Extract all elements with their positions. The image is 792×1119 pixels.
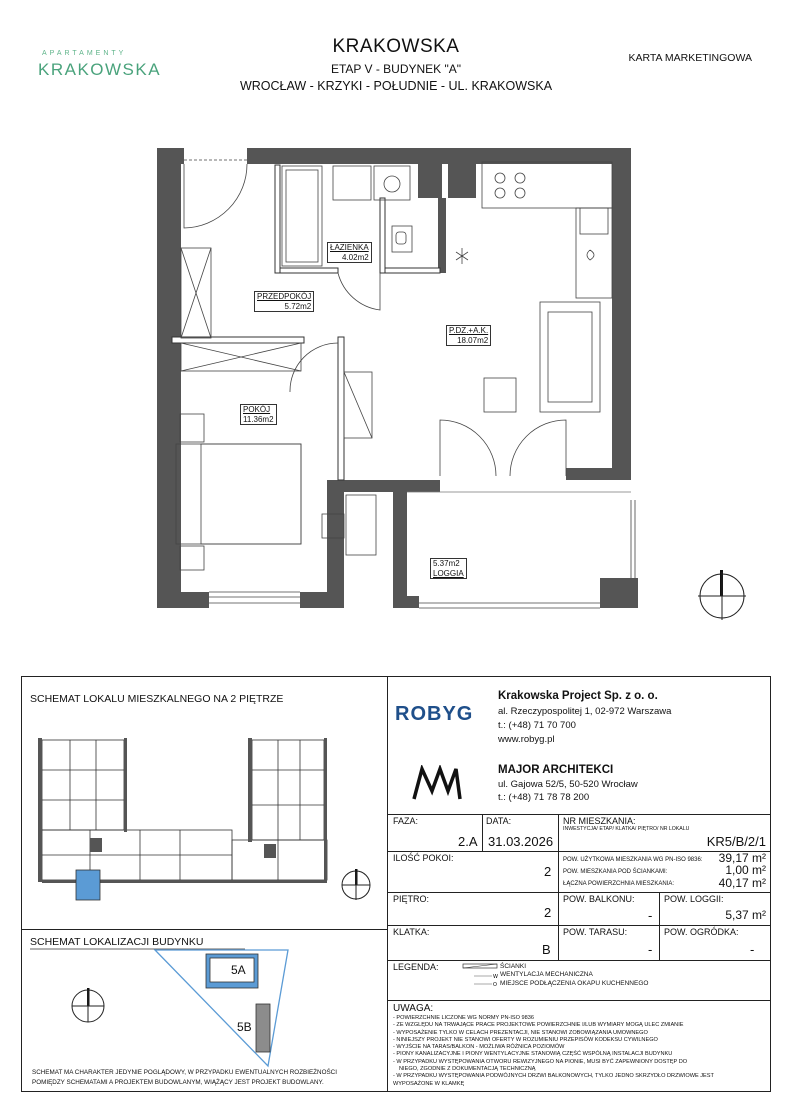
developer-web[interactable]: www.robyg.pl — [498, 734, 555, 745]
location-schema-diagram — [30, 948, 380, 1070]
apartment-highlight — [76, 870, 100, 900]
location-schema-title: SCHEMAT LOKALIZACJI BUDYNKU — [30, 936, 204, 948]
card-label: KARTA MARKETINGOWA — [628, 52, 752, 64]
nr-value: KR5/B/2/1 — [706, 834, 766, 849]
svg-text:W: W — [493, 974, 498, 980]
room-label-room: POKÓJ 11.36m2 — [240, 404, 277, 425]
architect-address: ul. Gajowa 52/5, 50-520 Wrocław — [498, 779, 638, 790]
pow-sciany-label: POW. MIESZKANIA POD ŚCIANKAMI: — [563, 869, 668, 875]
floor-schema-diagram — [30, 730, 380, 910]
logo-tagline: APARTAMENTY — [42, 50, 127, 57]
architect-phone: t.: (+48) 71 78 78 200 — [498, 792, 590, 803]
location-north-arrow-icon — [72, 988, 104, 1022]
building-label-5b: 5B — [237, 1020, 252, 1034]
legend-items: ŚCIANKI WENTYLACJA MECHANICZNA MIEJSCE PODŁĄCZENIA OKAPU KUCHENNEGO — [500, 963, 649, 987]
major-architekci-logo-icon — [412, 765, 462, 801]
notes-list: - POWIERZCHNIE LICZONE WG NORMY PN-ISO 9836 - ZE WZGLĘDU NA TRWAJĄCE PRACE PROJEKTOWE POWIERZCHNIE I/LUB WYMIARY MOGĄ ULEC ZMIANIE - WYPOSAŻENIE TYLKO W CELACH PREZENTACJI, NIE STANOWI ZOBOWIĄZANIA UMOWNEGO - NINIEJSZY PROJEKT NIE STANOWI OFERTY W ROZUMIENIU PRZEPISÓW KODEKSU CYWILNEGO - WYJŚCIE NA TARAS/BALKON - MOŻLIWA RÓŻNICA POZIOMÓW - PIONY KANALIZACYJNE I PIONY WENTYLACYJNE STANOWIĄ CZĘŚĆ WSPÓLNĄ INSTALACJI BUDYNKU - W PRZYPADKU WYSTĘPOWANIA OTWORU REWIZYJNEGO NA PIONIE, MUSI BYĆ ZAPEWNIONY DOSTĘP DO NIEGO, ZGODNIE Z DOKUMENTACJĄ TECHNICZNĄ - W PRZYPADKU WYSTĘPOWANIA PODWÓJNYCH DRZWI BALKONOWYCH, TYLKO JEDNO SKRZYDŁO DRZWIOWE JEST WYPOSAŻONE W KLAMKĘ — [393, 1015, 714, 1087]
pietro-value: 2 — [544, 905, 552, 920]
faza-value: 2.A — [458, 834, 478, 849]
logo-krakowska: KRAKOWSKA — [38, 60, 162, 79]
room-label-hallway: PRZEDPOKÓJ 5.72m2 — [254, 291, 314, 312]
room-label-bathroom: ŁAZIENKA 4.02m2 — [327, 242, 372, 263]
ogrodek-value: - — [750, 942, 755, 957]
klatka-label: KLATKA: — [393, 927, 430, 937]
page-subtitle-stage: ETAP V - BUDYNEK "A" — [330, 62, 462, 76]
loggia-label: POW. LOGGII: — [664, 894, 724, 904]
pow-uzyt-value: 39,17 m² — [718, 851, 766, 865]
pokoje-value: 2 — [544, 864, 552, 879]
room-label-living: P.DZ.+A.K. 18.07m2 — [446, 325, 491, 346]
balkon-label: POW. BALKONU: — [563, 894, 635, 904]
balkon-value: - — [648, 908, 653, 923]
developer-address: al. Rzeczypospolitej 1, 02-972 Warszawa — [498, 706, 672, 717]
pow-uzyt-label: POW. UŻYTKOWA MIESZKANIA WG PN-ISO 9836: — [563, 857, 703, 863]
robyg-logo: ROBYG — [395, 703, 474, 725]
floor-schema-title: SCHEMAT LOKALU MIESZKALNEGO NA 2 PIĘTRZE — [30, 693, 284, 705]
pow-laczna-value: 40,17 m² — [718, 876, 766, 890]
room-label-loggia: 5.37m2 LOGGIA — [430, 558, 467, 579]
legend-label: LEGENDA: — [393, 962, 439, 972]
walls — [157, 148, 638, 608]
architect-name: MAJOR ARCHITEKCI — [498, 764, 614, 776]
faza-label: FAZA: — [393, 816, 419, 826]
data-label: DATA: — [486, 816, 512, 826]
nr-label: NR MIESZKANIA: — [563, 816, 636, 826]
data-value: 31.03.2026 — [488, 834, 554, 849]
nr-sublabel: INWESTYCJA/ ETAP/ KLATKA/ PIĘTRO/ NR LOKALU — [563, 826, 690, 832]
taras-label: POW. TARASU: — [563, 927, 628, 937]
legend-symbols — [462, 962, 500, 992]
schema-note: SCHEMAT MA CHARAKTER JEDYNIE POGLĄDOWY, W PRZYPADKU EWENTUALNYCH ROZBIEŻNOŚCI POMIĘDZY SCHEMATAMI A PROJEKTEM BUDOWLANYM, WIĄŻĄCY JEST PROJEKT BUDOWLANY. — [32, 1069, 337, 1086]
ogrodek-label: POW. OGRÓDKA: — [664, 927, 739, 937]
loggia-value: 5,37 m² — [725, 908, 766, 922]
notes-label: UWAGA: — [393, 1003, 434, 1014]
klatka-value: B — [542, 942, 551, 957]
pietro-label: PIĘTRO: — [393, 894, 430, 904]
taras-value: - — [648, 942, 653, 957]
developer-phone: t.: (+48) 71 70 700 — [498, 720, 576, 731]
page-title: KRAKOWSKA — [332, 36, 460, 57]
pow-laczna-label: ŁĄCZNA POWIERZCHNIA MIESZKANIA: — [563, 881, 675, 887]
north-arrow-icon — [698, 570, 746, 620]
partitions — [172, 165, 440, 480]
building-label-5a: 5A — [231, 963, 246, 977]
developer-name: Krakowska Project Sp. z o. o. — [498, 690, 658, 702]
pow-sciany-value: 1,00 m² — [725, 863, 766, 877]
schema-north-arrow-icon — [342, 869, 370, 900]
svg-text:O: O — [493, 982, 497, 988]
page-subtitle-location: WROCŁAW - KRZYKI - POŁUDNIE - UL. KRAKOWSKA — [239, 79, 553, 93]
pokoje-label: ILOŚĆ POKOI: — [393, 853, 454, 863]
